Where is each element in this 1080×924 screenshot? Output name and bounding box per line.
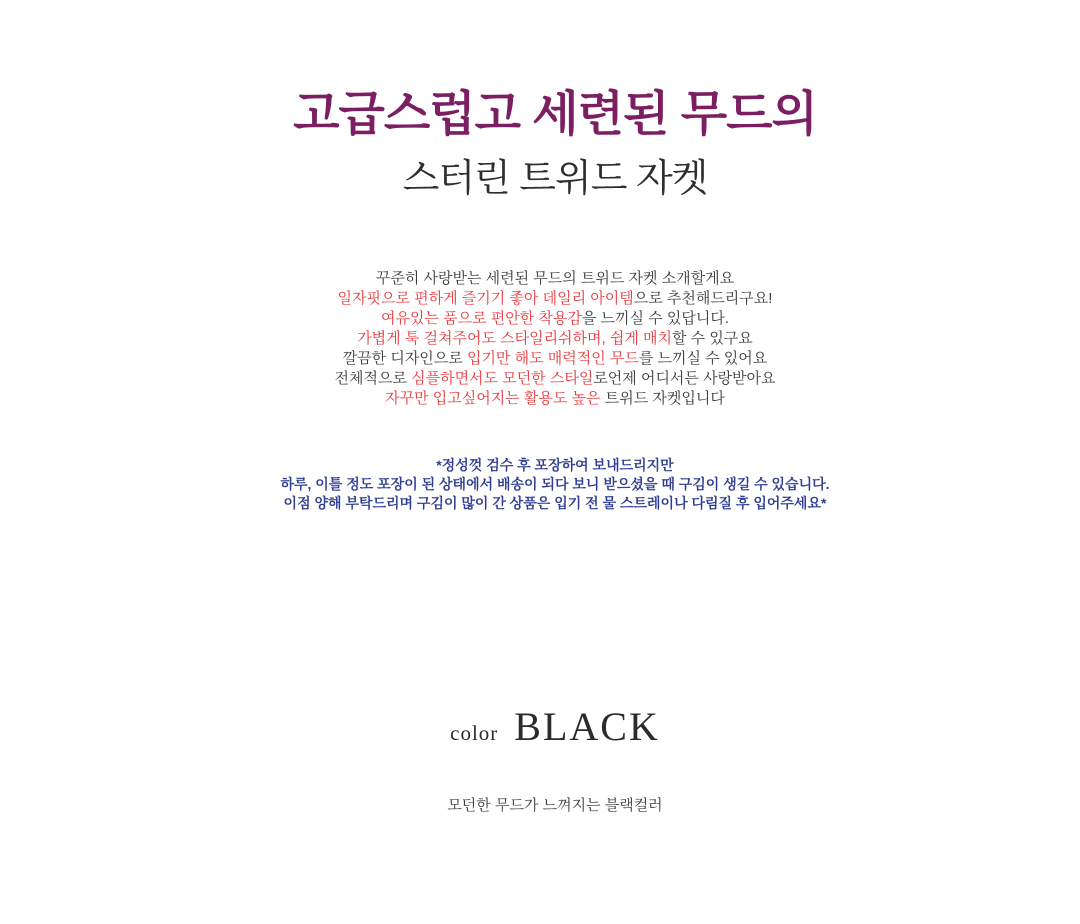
page-title-main: 고급스럽고 세련된 무드의 <box>293 88 817 141</box>
description-segment: 할 수 있구요 <box>672 330 753 348</box>
description-line <box>15 289 1080 309</box>
description-line <box>15 389 1080 409</box>
description-segment: 입기만 해도 매력적인 무드 <box>466 350 639 368</box>
shipping-note <box>15 456 1080 513</box>
description-segment: 으로 추천해드리구요! <box>633 290 773 308</box>
shipping-note-line: *정성껏 검수 후 포장하여 보내드리지만 <box>436 457 674 474</box>
product-description-page <box>15 0 1080 815</box>
description-segment: 꾸준히 사랑받는 세련된 무드의 트위드 자켓 소개할게요 <box>375 270 735 288</box>
description-line <box>15 329 1080 349</box>
description-segment: 을 느끼실 수 있답니다. <box>581 310 729 328</box>
description-line <box>15 269 1080 289</box>
description-segment: 자꾸만 입고싶어지는 활용도 높은 <box>385 390 605 408</box>
description-line <box>15 309 1080 329</box>
color-value: BLACK <box>514 704 660 750</box>
description-segment: 여유있는 품으로 편안한 착용감 <box>381 310 582 328</box>
description-segment: 깔끔한 디자인으로 <box>342 350 467 368</box>
color-caption: 모던한 무드가 느껴지는 블랙컬러 <box>447 797 663 815</box>
shipping-note-line: 하루, 이틀 정도 포장이 된 상태에서 배송이 되다 보니 받으셨을 때 구김이 생길 수 있습니다. <box>280 476 830 493</box>
color-section <box>15 703 1080 750</box>
product-description <box>15 269 1080 409</box>
description-line <box>15 349 1080 369</box>
shipping-note-line: 이점 양해 부탁드리며 구김이 많이 간 상품은 입기 전 물 스트레이나 다림질 후 입어주세요* <box>283 495 827 512</box>
description-segment: 를 느끼실 수 있어요 <box>638 350 768 368</box>
description-segment: 트위드 자켓입니다 <box>604 390 725 408</box>
color-label: color <box>450 721 499 746</box>
page-title-sub: 스터린 트위드 자켓 <box>402 157 708 200</box>
description-segment: 로언제 어디서든 사랑받아요 <box>593 370 776 388</box>
description-segment: 심플하면서도 모던한 스타일 <box>411 370 594 388</box>
description-segment: 가볍게 툭 걸쳐주어도 스타일리쉬하며, 쉽게 매치 <box>357 330 672 348</box>
description-segment: 전체적으로 <box>334 370 412 388</box>
description-segment: 일자핏으로 편하게 즐기기 좋아 데일리 아이템 <box>337 290 634 308</box>
description-line <box>15 369 1080 389</box>
